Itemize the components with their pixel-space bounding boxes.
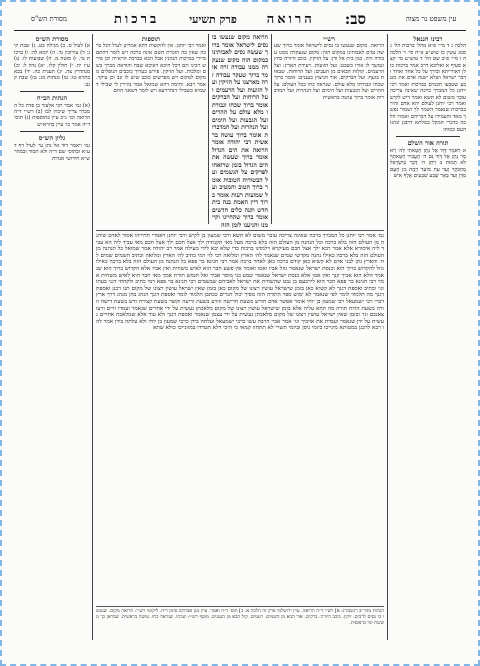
left-margin-rule: [92, 34, 93, 640]
rashi-column: [274, 34, 384, 224]
masoret-label: מסורת הש״ס: [35, 35, 69, 43]
gilyon-label: גליון הש״ס: [38, 134, 66, 143]
left-margin-divider-2: [20, 131, 84, 132]
page-header: [14, 8, 466, 31]
rashi-text: הרואה. מקום שנעשו בו נסים לישראל אומר ברוך שעשה נסים לאבותינו במקום הזה: מקום שנעקרה ממנו עבודה זרה. כגון בית אל ודן: על הזיקין. כוכב היורה כחץ ונמשך לו אורו כשבט: ועל הזועות. רעידת הארץ: ועל הרעמים. קולות הבאים מן העבים: ועל הרוחות. שבאות בזעף: ועל הברקים. אור הניצוץ בעננים: אומר ברוך שכחו וגבורתו מלא עולם. שנראה כחו בכל העולם: על ההרים ועל הגבעות ועל הימים ועל הנהרות ועל המדברות אומר ברוך עושה בראשית: [274, 43, 384, 101]
left-margin-divider: [20, 91, 84, 92]
right-margin-column: [390, 34, 466, 640]
hagahot-label: הגהות הב״ח: [36, 94, 68, 103]
masoret-text: א) לעיל ס. ב) מגילה כט. ג) שבת קיג: ד) עירובין נד. ה) יומא לה: ו) ברכות נד. ז) סוטה מ. ח) שבועות לו. ט) ע״ז יח. י) חולין קלז. יא) נדה ל: יב) סנהדרין צה. יג) תענית כה. יד) בבא בתרא טז: טו) מנחות מג: טז) שבת קנב:: [14, 43, 90, 88]
header-right-note: עין משפט נר מצוה: [405, 15, 457, 23]
gemara-body: [96, 230, 384, 603]
header-left-note: מסורת הש"ס: [31, 15, 68, 23]
chapter-number: פרק תשיעי: [189, 12, 237, 26]
tractate-name: ברכות: [114, 12, 160, 27]
footnotes-text: הגהות מהר״ב רנשבורג: א] רש״י ד״ה הרואה. עיין ירושלמי פרק זה הלכה א. ב] תוס׳ ד״ה ואמר. עיין מגן אברהם סימן ריח. ליקוטי רש״י: הרואה מקום. שנעשו בו נסים לרבים. זיקין. כוכב היורה. ברקים. אור הבא מן השמים. רעמים. קול הבא מן העננים. מוסף רש״י: שכחו. שנראה כחו. עושה בראשית. שבראן כך מששת ימי בראשית.: [96, 609, 384, 626]
tosafot-text: ואמר רבי יוחנן. אין להקשות דהא אמרינן לעיל דכל ברכה שאין בה הזכרת השם אינה ברכה ויש לומר דהתם מיירי בברכות הנהנין אבל הכא בברכת הראייה וכן פירש רבינו תם דכל היכא דאיכא שבח והודאה מברך בשם ומלכות. ועל הזיקין. פירש בערוך כוכבים הנופלים ממקום למקום ויש מפרשים כוכב שיש לו זנב וכן עיקר. אמר רבא. ותימה דהא שמואל אמר נהירין לי שבילי דשמיא כשבילי דנהרדעא ויש לומר דשאני התם: [96, 43, 206, 95]
gemara-text: גמ׳ אמר רבי יוחנן כל המברך ברכה שאינה צריכה עובר משום לא תשא ורבי שמעון בן לקיש ורבי יוחנן דאמרי תרוייהו אסור לאדם שיהנה מן העולם הזה בלא ברכה וכל הנהנה מן העולם הזה בלא ברכה מעל מאי תקנתיה ילך אצל חכם ילך אצל חכם מאי עביד ליה הא עביד ליה איסורא אלא אמר רבא ילך אצל חכם מעיקרא וילמדנו ברכות כדי שלא יבא לידי מעילה אמר רב יהודה אמר שמואל כל הנהנה מן העולם הזה בלא ברכה כאילו נהנה מקדשי שמים שנאמר לה׳ הארץ ומלואה רבי לוי רמי כתיב לה׳ הארץ ומלואה וכתיב השמים שמים לה׳ והארץ נתן לבני אדם לא קשיא כאן קודם ברכה כאן לאחר ברכה אמר רבי חנינא בר פפא כל הנהנה מן העולם הזה בלא ברכה כאילו גוזל להקדוש ברוך הוא וכנסת ישראל שנאמר גוזל אביו ואמו ואומר אין פשע חבר הוא לאיש משחית ואין אביו אלא הקדוש ברוך הוא שנאמר הלא הוא אביך קנך ואין אמו אלא כנסת ישראל שנאמר שמע בני מוסר אביך ואל תטוש תורת אמך מאי חבר הוא לאיש משחית אמר רבי חנינא בר פפא חבר הוא לירבעם בן נבט שהשחית את ישראל לאביהם שבשמים רבי חנינא בר פפא רמי כתיב ולקחתי דגני בעתו וגו׳ וכתיב ואספת דגנך לא קשיא כאן בזמן שישראל עושין רצונו של מקום כאן בזמן שאין ישראל עושין רצונו של מקום תנו רבנן ואספת דגנך מה תלמוד לומר לפי שנאמר לא ימוש ספר התורה הזה מפיך יכול דברים ככתבן תלמוד לומר ואספת דגנך הנהג בהן מנהג דרך ארץ דברי רבי ישמעאל רבי שמעון בן יוחי אומר אפשר אדם חורש בשעת חרישה וזורע בשעת זריעה וקוצר בשעת קצירה ודש בשעת דישה וזורה בשעת הרוח תורה מה תהא עליה אלא בזמן שישראל עושין רצונו של מקום מלאכתן נעשית על ידי אחרים שנאמר ועמדו זרים ורעו צאנכם וגו׳ ובזמן שאין ישראל עושין רצונו של מקום מלאכתן נעשית על ידי עצמן שנאמר ואספת דגנך ולא עוד אלא שמלאכת אחרים נעשית על ידן שנאמר ועבדת את אויביך וגו׳ אמר אביי הרבה עשו כרבי ישמעאל ועלתה בידן כרבי שמעון בן יוחי ולא עלתה בידן אמר להו רבא לרבנן במטותא מינייכו ביומי ניסן וביומי תשרי לא תתחזו קמאי כי היכי דלא תטרדו במזונייכו כולא שתא: [96, 233, 384, 332]
mishna-text: הרואה מקום שנעשו בו נסים לישראל אומר ברוך שעשה נסים לאבותינו במקום הזה מקום שנעקרה ממנו עבודה זרה אומר ברוך שעקר עבודה זרה מארצנו על הזיקין ועל הזועות ועל הרעמים ועל הרוחות ועל הברקים אומר ברוך שכחו וגבורתו מלא עולם על ההרים ועל הגבעות ועל הימים ועל הנהרות ועל המדברות אומר ברוך עושה בראשית רבי יהודה אומר הרואה את הים הגדול אומר ברוך שעשה את הים הגדול בזמן שרואהו לפרקים על הגשמים ועל הבשורות הטובות אומר ברוך הטוב והמטיב ועל שמועות רעות אומר ברוך דיין האמת בנה בית חדש וקנה כלים חדשים אומר ברוך שהחיינו וקיימנו והגיענו לזמן הזה: [211, 34, 268, 229]
right-margin-text: הלכה ג ד מיי׳ פ״א מהל׳ ברכות הל׳ ג סמג עשין כז טוש״ע א״ח סי׳ ר הלכה ה ו מיי׳ פ״ב שם הל׳ ד טוש״ע סי׳ קצא סעיף א ואליבא דרב אמר ברכות כולן דאורייתא ובירך על כל אחד ואחד ודבר ישראל ושלא ישנה אדם את מטבע שטבעו חכמים בברכות ואמר רבי יוחנן כל המברך ברכה שאינה צריכה עובר משום לא תשא ואמר ריש לקיש ואמר רבי יוחנן לעולם יהא אדם זהיר בברכות שנאמר השמר לך ושמור נפשך מאד והעמידו על דבריהם ואמרו הלכה כדברי המקל במלתא דרבנן ונהגו העם כמותו: [390, 43, 466, 133]
rashi-rule: [271, 34, 272, 224]
torah-or-label: תורה אור השלם: [407, 139, 449, 148]
tosafot-rule: [208, 34, 209, 224]
tosafot-column: [96, 34, 206, 224]
right-margin-label: רבינו חננאל: [413, 35, 443, 43]
right-margin-divider: [396, 136, 460, 137]
torah-or-text: א וַיֹּאמֶר דָּוִד אֶל נָתָן חָטָאתִי לַה׳ וַיֹּאמֶר נָתָן אֶל דָּוִד גַּם ה׳ הֶעֱבִיר חַטָּאתְךָ לֹא תָמוּת ב וַיִּתֵּן ה׳ דֶּבֶר בְּיִשְׂרָאֵל מֵהַבֹּקֶר וְעַד עֵת מוֹעֵד וַיָּמָת מִן הָעָם מִדָּן וְעַד בְּאֵר שֶׁבַע שִׁבְעִים אֶלֶף אִישׁ: [390, 147, 466, 180]
right-margin-rule: [387, 34, 388, 640]
folio-number: סב:: [344, 9, 367, 28]
page-footnotes: [96, 606, 384, 643]
hagahot-text: (א) גמ׳ אמר רבי אלעזר בן פדת כל המברך צריך שיכוין לבו (ב) רש״י ד״ה הרואה וכו׳ נ״ב עיין בתוספות (ג) תוס׳ ד״ה אמר כו׳ עיין בהרא״ש: [14, 102, 90, 128]
rashi-label: רש״י: [323, 35, 335, 43]
mishna-block: [211, 34, 268, 229]
tosafot-label: תוספות: [141, 35, 161, 43]
chapter-name: הרואה: [266, 12, 315, 27]
gilyon-text: גמ׳ ויאמר דוד אל נתן עי׳ לעיל דף ד ע״א ובתוס׳ שם ד״ה ולא תסור ובמהרש״א חידושי אגדות: [14, 142, 90, 162]
left-margin-column: [14, 34, 90, 640]
